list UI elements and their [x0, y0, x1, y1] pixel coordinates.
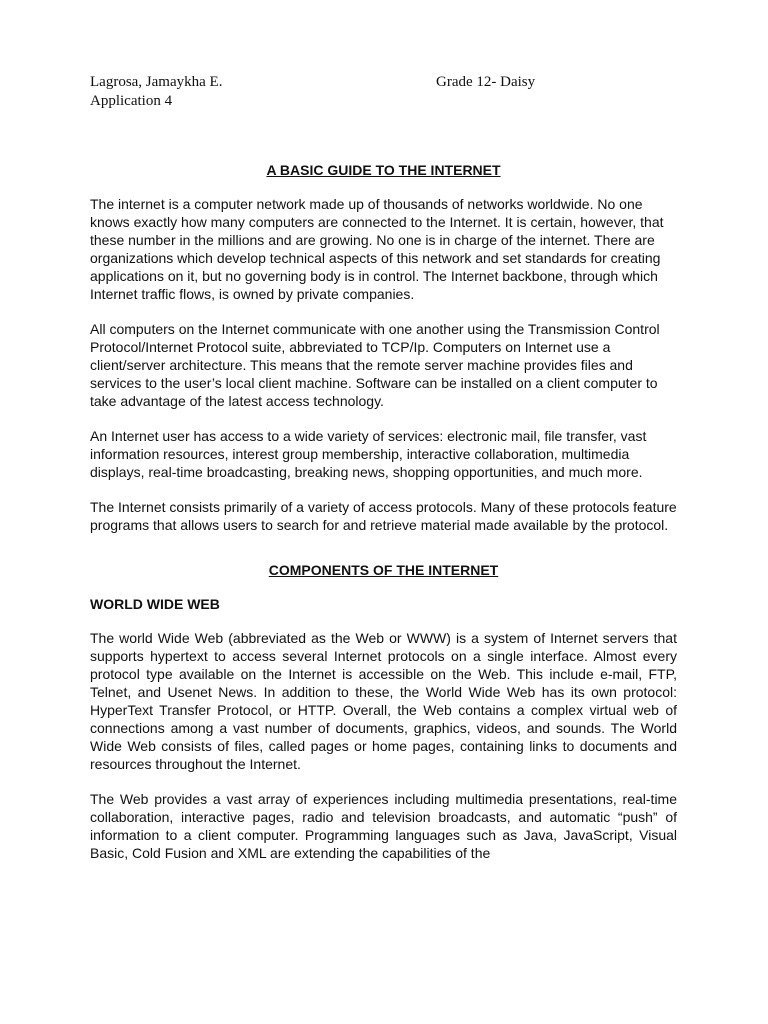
paragraph-www-definition: The world Wide Web (abbreviated as the Web or WWW) is a system of Internet servers that supports hypertext to access several Internet protocols on a single interface. Almost every protocol type available on the Internet is accessible on the Web. This include e-mail, FTP, Telnet, and Usenet News. In addition to these, the World Wide Web has its own protocol: HyperText Transfer Protocol, or HTTP. Overall, the Web contains a complex virtual web of connections among a vast number of documents, graphics, videos, and sounds. The World Wide Web consists of files, called pages or home pages, containing links to documents and resources throughout the Internet. — [90, 630, 677, 772]
grade-section: Grade 12- Daisy — [436, 74, 536, 90]
student-name: Lagrosa, Jamaykha E. — [90, 74, 223, 90]
document-header — [90, 73, 690, 111]
paragraph-www-experiences: The Web provides a vast array of experiences including multimedia presentations, real-time collaboration, interactive pages, radio and television broadcasts, and automatic “push” of information to a client computer. Programming languages such as Java, JavaScript, Visual Basic, Cold Fusion and XML are extending the capabilities of the — [90, 791, 677, 861]
paragraph-protocols: The Internet consists primarily of a variety of access protocols. Many of these protocols feature programs that allows users to search for and retrieve material made available by the protocol. — [90, 499, 677, 533]
document-body — [90, 161, 677, 879]
document-title: A BASIC GUIDE TO THE INTERNET — [266, 162, 501, 178]
paragraph-internet-overview: The internet is a computer network made up of thousands of networks worldwide. No one knows exactly how many computers are connected to the Internet. It is certain, however, that these number in the millions and are growing. No one is in charge of the internet. There are organizations which develop technical aspects of this network and set standards for creating applications on it, but no governing body is in control. The Internet backbone, through which Internet traffic flows, is owned by private companies. — [90, 196, 664, 302]
paragraph-tcp-ip: All computers on the Internet communicate with one another using the Transmission Control Protocol/Internet Protocol suite, abbreviated to TCP/Ip. Computers on Internet use a client/server architecture. This means that the remote server machine provides files and services to the user’s local client machine. Software can be installed on a client computer to take advantage of the latest access technology. — [90, 321, 660, 409]
header-row — [90, 73, 690, 92]
paragraph-services: An Internet user has access to a wide variety of services: electronic mail, file transfer, vast information resources, interest group membership, interactive collaboration, multimedia displays, real-time broadcasting, breaking news, shopping opportunities, and much more. — [90, 428, 647, 480]
subsection-title: WORLD WIDE WEB — [90, 596, 220, 612]
section-title: COMPONENTS OF THE INTERNET — [268, 562, 499, 578]
assignment-label: Application 4 — [90, 93, 173, 109]
